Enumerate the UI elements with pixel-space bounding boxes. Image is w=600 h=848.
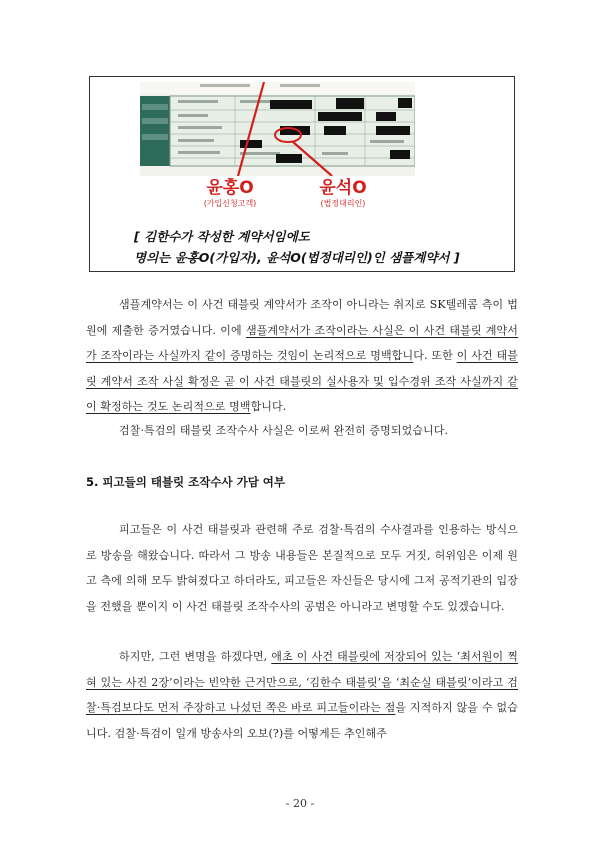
paragraph-2 [86, 418, 518, 444]
label-guardian-name: 윤석O [319, 178, 367, 198]
p4-text-2: 을 지적하지 않을 수 없습니다. 검찰·특검이 일개 방송사의 오보(?)를 어떻게든 추인해주 [86, 701, 518, 740]
caption-line-1: [ 김한수가 작성한 계약서임에도 [134, 229, 310, 244]
caption-line-2: 명의는 윤홍O(가입자), 윤석O(법정대리인)인 샘플계약서 ] [134, 250, 460, 265]
p3-text: 피고들은 이 사건 태블릿과 관련해 주로 검찰·특검의 수사결과를 인용하는 방식으로 방송을 해왔습니다. 따라서 그 방송 내용들은 본질적으로 모두 거짓, 허위임은 이제 원고 측에 의해 모두 밝혀졌다고 하더라도, 피고들은 자신들은 당시에 그저 공적기관의 입장을 전했을 뿐이지 이 사건 태블릿 조작수사의 공범은 아니라고 변명할 수도 있겠습니다. [86, 523, 518, 613]
p4-text-1: 하지만, 그런 변명을 하겠다면, [119, 650, 272, 663]
contract-scan-image [140, 82, 415, 176]
label-guardian [303, 178, 383, 209]
p1-text-3: 합니다. [250, 400, 287, 413]
p1-underline-1: 샘플계약서가 조작이라는 사실은 이 사건 태블릿 계약서가 조작이라는 사실까지 같이 증명하는 것임이 논리적으로 명백합니 [86, 323, 519, 362]
label-guardian-role: (법정대리인) [320, 199, 366, 208]
page-number: - 20 - [285, 797, 315, 810]
paragraph-1 [86, 292, 518, 420]
paragraph-4 [86, 644, 518, 746]
p4-underline-1: 애초 이 사건 태블릿에 저장되어 있는 ‘최서원이 찍혀 있는 사진 2장’이라는 빈약한 근거만으로, ‘김한수 태블릿’을 ‘최순실 태블릿’이라고 검찰·특검보다도 먼저 주장하고 나섰던 쪽은 바로 피고들이라는 점 [86, 650, 518, 714]
paragraph-3 [86, 517, 518, 619]
figure-caption [134, 226, 494, 268]
p2-text: 검찰·특검의 태블릿 조작수사 사실은 이로써 완전히 증명되었습니다. [119, 424, 449, 437]
p1-text-1: 샘플계약서는 이 사건 태블릿 계약서가 조작이 아니라는 취지로 SK텔레콤 측이 법원에 제출한 증거였습니다. 이에 [86, 298, 518, 337]
label-subscriber-name: 윤홍O [206, 178, 254, 198]
p1-underline-2: 이 사건 태블릿 계약서 조작 사실 확정은 곧 이 사건 태블릿의 실사용자 및 입수경위 조작 사실까지 같이 확정하는 것도 논리적으로 명백 [86, 349, 518, 413]
section-heading: 5. 피고들의 태블릿 조작수사 가담 여부 [86, 475, 286, 489]
p1-text-2: 다. 또한 [413, 349, 457, 362]
label-subscriber [190, 178, 270, 209]
label-subscriber-role: (가입신청고객) [203, 199, 257, 208]
